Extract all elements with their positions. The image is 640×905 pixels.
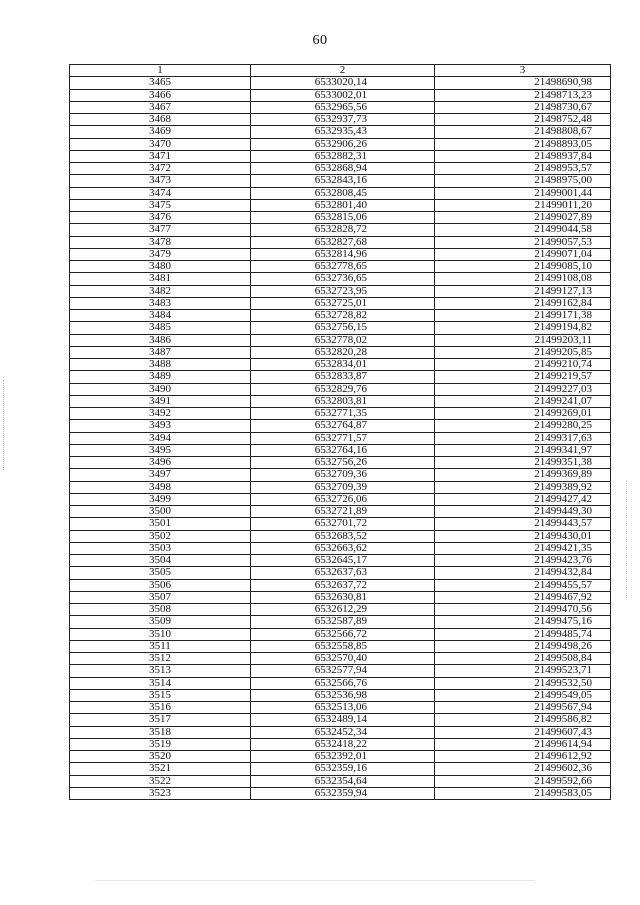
x-coordinate-cell: 6532637,72	[251, 579, 435, 591]
table-row	[70, 653, 611, 665]
x-coordinate-cell: 6532906,26	[251, 138, 435, 150]
point-number-cell: 3485	[70, 322, 251, 334]
table-row	[70, 628, 611, 640]
y-coordinate-cell: 21499614,94	[435, 738, 611, 750]
y-coordinate-cell: 21498893,05	[435, 138, 611, 150]
y-coordinate-cell: 21499498,26	[435, 640, 611, 652]
y-coordinate-cell: 21499205,85	[435, 346, 611, 358]
point-number-cell: 3474	[70, 187, 251, 199]
x-coordinate-cell: 6532801,40	[251, 199, 435, 211]
y-coordinate-cell: 21499592,66	[435, 775, 611, 787]
y-coordinate-cell: 21498730,67	[435, 101, 611, 113]
point-number-cell: 3487	[70, 346, 251, 358]
y-coordinate-cell: 21499583,05	[435, 787, 611, 799]
point-number-cell: 3468	[70, 114, 251, 126]
table-row	[70, 616, 611, 628]
table-row	[70, 591, 611, 603]
y-coordinate-cell: 21499421,35	[435, 542, 611, 554]
x-coordinate-cell: 6532827,68	[251, 236, 435, 248]
table-row	[70, 726, 611, 738]
y-coordinate-cell: 21499057,53	[435, 236, 611, 248]
point-number-cell: 3490	[70, 383, 251, 395]
y-coordinate-cell: 21499071,04	[435, 248, 611, 260]
x-coordinate-cell: 6532814,96	[251, 248, 435, 260]
y-coordinate-cell: 21498808,67	[435, 126, 611, 138]
point-number-cell: 3510	[70, 628, 251, 640]
point-number-cell: 3489	[70, 371, 251, 383]
y-coordinate-cell: 21499485,74	[435, 628, 611, 640]
y-coordinate-cell: 21499280,25	[435, 420, 611, 432]
y-coordinate-cell: 21499532,50	[435, 677, 611, 689]
table-row	[70, 751, 611, 763]
column-header-3: 3	[435, 65, 611, 77]
x-coordinate-cell: 6532489,14	[251, 714, 435, 726]
point-number-cell: 3504	[70, 555, 251, 567]
point-number-cell: 3507	[70, 591, 251, 603]
point-number-cell: 3500	[70, 506, 251, 518]
table-row	[70, 273, 611, 285]
point-number-cell: 3495	[70, 444, 251, 456]
table-row	[70, 542, 611, 554]
point-number-cell: 3479	[70, 248, 251, 260]
y-coordinate-cell: 21498975,00	[435, 175, 611, 187]
x-coordinate-cell: 6532778,65	[251, 261, 435, 273]
y-coordinate-cell: 21499549,05	[435, 689, 611, 701]
table-row	[70, 493, 611, 505]
x-coordinate-cell: 6532808,45	[251, 187, 435, 199]
table-row	[70, 297, 611, 309]
table-body	[70, 77, 611, 800]
x-coordinate-cell: 6532868,94	[251, 163, 435, 175]
table-row	[70, 334, 611, 346]
table-row	[70, 457, 611, 469]
point-number-cell: 3501	[70, 518, 251, 530]
y-coordinate-cell: 21499001,44	[435, 187, 611, 199]
y-coordinate-cell: 21499470,56	[435, 604, 611, 616]
point-number-cell: 3520	[70, 751, 251, 763]
table-row	[70, 322, 611, 334]
table-row	[70, 432, 611, 444]
point-number-cell: 3480	[70, 261, 251, 273]
table-row	[70, 567, 611, 579]
table-row	[70, 518, 611, 530]
coordinates-table	[69, 64, 611, 800]
point-number-cell: 3484	[70, 310, 251, 322]
point-number-cell: 3523	[70, 787, 251, 799]
table-header	[70, 65, 611, 77]
point-number-cell: 3493	[70, 420, 251, 432]
point-number-cell: 3512	[70, 653, 251, 665]
point-number-cell: 3486	[70, 334, 251, 346]
point-number-cell: 3499	[70, 493, 251, 505]
x-coordinate-cell: 6532645,17	[251, 555, 435, 567]
x-coordinate-cell: 6532587,89	[251, 616, 435, 628]
y-coordinate-cell: 21499423,76	[435, 555, 611, 567]
y-coordinate-cell: 21498937,84	[435, 150, 611, 162]
x-coordinate-cell: 6532728,82	[251, 310, 435, 322]
y-coordinate-cell: 21499171,38	[435, 310, 611, 322]
x-coordinate-cell: 6532536,98	[251, 689, 435, 701]
table-row	[70, 530, 611, 542]
table-row	[70, 126, 611, 138]
table-row	[70, 604, 611, 616]
table-row	[70, 555, 611, 567]
x-coordinate-cell: 6532829,76	[251, 383, 435, 395]
x-coordinate-cell: 6532815,06	[251, 212, 435, 224]
table-row	[70, 481, 611, 493]
header-row	[70, 65, 611, 77]
table-row	[70, 420, 611, 432]
y-coordinate-cell: 21499127,13	[435, 285, 611, 297]
table-row	[70, 444, 611, 456]
x-coordinate-cell: 6532709,36	[251, 469, 435, 481]
y-coordinate-cell: 21499430,01	[435, 530, 611, 542]
point-number-cell: 3513	[70, 665, 251, 677]
y-coordinate-cell: 21499455,57	[435, 579, 611, 591]
x-coordinate-cell: 6532630,81	[251, 591, 435, 603]
point-number-cell: 3508	[70, 604, 251, 616]
x-coordinate-cell: 6532726,06	[251, 493, 435, 505]
page-footer-line	[95, 880, 535, 881]
table-row	[70, 763, 611, 775]
table-row	[70, 359, 611, 371]
table-row	[70, 408, 611, 420]
table-row	[70, 261, 611, 273]
point-number-cell: 3470	[70, 138, 251, 150]
table-row	[70, 77, 611, 89]
y-coordinate-cell: 21499203,11	[435, 334, 611, 346]
table-row	[70, 371, 611, 383]
table-row	[70, 506, 611, 518]
table-row	[70, 89, 611, 101]
table-row	[70, 677, 611, 689]
y-coordinate-cell: 21499467,92	[435, 591, 611, 603]
table-row	[70, 775, 611, 787]
table-row	[70, 212, 611, 224]
x-coordinate-cell: 6532513,06	[251, 702, 435, 714]
y-coordinate-cell: 21499602,36	[435, 763, 611, 775]
point-number-cell: 3517	[70, 714, 251, 726]
y-coordinate-cell: 21499607,43	[435, 726, 611, 738]
y-coordinate-cell: 21499586,82	[435, 714, 611, 726]
point-number-cell: 3519	[70, 738, 251, 750]
point-number-cell: 3471	[70, 150, 251, 162]
point-number-cell: 3466	[70, 89, 251, 101]
point-number-cell: 3514	[70, 677, 251, 689]
y-coordinate-cell: 21499389,92	[435, 481, 611, 493]
x-coordinate-cell: 6532418,22	[251, 738, 435, 750]
y-coordinate-cell: 21499612,92	[435, 751, 611, 763]
x-coordinate-cell: 6532723,95	[251, 285, 435, 297]
point-number-cell: 3476	[70, 212, 251, 224]
point-number-cell: 3518	[70, 726, 251, 738]
x-coordinate-cell: 6532778,02	[251, 334, 435, 346]
y-coordinate-cell: 21499027,89	[435, 212, 611, 224]
x-coordinate-cell: 6532721,89	[251, 506, 435, 518]
point-number-cell: 3515	[70, 689, 251, 701]
point-number-cell: 3469	[70, 126, 251, 138]
table-row	[70, 579, 611, 591]
point-number-cell: 3494	[70, 432, 251, 444]
x-coordinate-cell: 6532359,94	[251, 787, 435, 799]
table-row	[70, 114, 611, 126]
point-number-cell: 3488	[70, 359, 251, 371]
y-coordinate-cell: 21499011,20	[435, 199, 611, 211]
y-coordinate-cell: 21499369,89	[435, 469, 611, 481]
x-coordinate-cell: 6532771,35	[251, 408, 435, 420]
x-coordinate-cell: 6532820,28	[251, 346, 435, 358]
point-number-cell: 3505	[70, 567, 251, 579]
table-row	[70, 236, 611, 248]
table-row	[70, 714, 611, 726]
table-row	[70, 738, 611, 750]
y-coordinate-cell: 21499269,01	[435, 408, 611, 420]
table-row	[70, 248, 611, 260]
point-number-cell: 3475	[70, 199, 251, 211]
point-number-cell: 3502	[70, 530, 251, 542]
point-number-cell: 3491	[70, 395, 251, 407]
column-header-2: 2	[251, 65, 435, 77]
y-coordinate-cell: 21498713,23	[435, 89, 611, 101]
point-number-cell: 3522	[70, 775, 251, 787]
table-row	[70, 346, 611, 358]
x-coordinate-cell: 6532937,73	[251, 114, 435, 126]
x-coordinate-cell: 6532663,62	[251, 542, 435, 554]
table-row	[70, 689, 611, 701]
page-number: 60	[312, 33, 328, 48]
x-coordinate-cell: 6532882,31	[251, 150, 435, 162]
y-coordinate-cell: 21499317,63	[435, 432, 611, 444]
x-coordinate-cell: 6532452,34	[251, 726, 435, 738]
point-number-cell: 3483	[70, 297, 251, 309]
table-row	[70, 310, 611, 322]
y-coordinate-cell: 21499194,82	[435, 322, 611, 334]
point-number-cell: 3511	[70, 640, 251, 652]
x-coordinate-cell: 6532736,65	[251, 273, 435, 285]
x-coordinate-cell: 6532764,16	[251, 444, 435, 456]
table-row	[70, 224, 611, 236]
x-coordinate-cell: 6532834,01	[251, 359, 435, 371]
x-coordinate-cell: 6532764,87	[251, 420, 435, 432]
x-coordinate-cell: 6533002,01	[251, 89, 435, 101]
x-coordinate-cell: 6532725,01	[251, 297, 435, 309]
x-coordinate-cell: 6532935,43	[251, 126, 435, 138]
y-coordinate-cell: 21499227,03	[435, 383, 611, 395]
point-number-cell: 3482	[70, 285, 251, 297]
y-coordinate-cell: 21499341,97	[435, 444, 611, 456]
y-coordinate-cell: 21499432,84	[435, 567, 611, 579]
point-number-cell: 3496	[70, 457, 251, 469]
x-coordinate-cell: 6532612,29	[251, 604, 435, 616]
y-coordinate-cell: 21499162,84	[435, 297, 611, 309]
y-coordinate-cell: 21499044,58	[435, 224, 611, 236]
column-header-1: 1	[70, 65, 251, 77]
x-coordinate-cell: 6532803,81	[251, 395, 435, 407]
y-coordinate-cell: 21499443,57	[435, 518, 611, 530]
point-number-cell: 3521	[70, 763, 251, 775]
margin-dotted-line	[626, 480, 628, 600]
y-coordinate-cell: 21499523,71	[435, 665, 611, 677]
y-coordinate-cell: 21499475,16	[435, 616, 611, 628]
table-row	[70, 702, 611, 714]
x-coordinate-cell: 6532965,56	[251, 101, 435, 113]
y-coordinate-cell: 21498752,48	[435, 114, 611, 126]
point-number-cell: 3472	[70, 163, 251, 175]
point-number-cell: 3516	[70, 702, 251, 714]
y-coordinate-cell: 21499449,30	[435, 506, 611, 518]
table-row	[70, 138, 611, 150]
y-coordinate-cell: 21499210,74	[435, 359, 611, 371]
x-coordinate-cell: 6532709,39	[251, 481, 435, 493]
x-coordinate-cell: 6532392,01	[251, 751, 435, 763]
y-coordinate-cell: 21499508,84	[435, 653, 611, 665]
y-coordinate-cell: 21499241,07	[435, 395, 611, 407]
point-number-cell: 3467	[70, 101, 251, 113]
point-number-cell: 3478	[70, 236, 251, 248]
x-coordinate-cell: 6532833,87	[251, 371, 435, 383]
table-row	[70, 101, 611, 113]
x-coordinate-cell: 6532558,85	[251, 640, 435, 652]
x-coordinate-cell: 6532828,72	[251, 224, 435, 236]
y-coordinate-cell: 21498690,98	[435, 77, 611, 89]
table-row	[70, 163, 611, 175]
table-row	[70, 469, 611, 481]
table-row	[70, 383, 611, 395]
table-row	[70, 787, 611, 799]
x-coordinate-cell: 6532637,63	[251, 567, 435, 579]
table-row	[70, 150, 611, 162]
table-row	[70, 640, 611, 652]
table-row	[70, 285, 611, 297]
table-row	[70, 187, 611, 199]
point-number-cell: 3477	[70, 224, 251, 236]
y-coordinate-cell: 21498953,57	[435, 163, 611, 175]
point-number-cell: 3503	[70, 542, 251, 554]
point-number-cell: 3509	[70, 616, 251, 628]
x-coordinate-cell: 6532577,94	[251, 665, 435, 677]
x-coordinate-cell: 6532771,57	[251, 432, 435, 444]
x-coordinate-cell: 6532701,72	[251, 518, 435, 530]
x-coordinate-cell: 6532843,16	[251, 175, 435, 187]
x-coordinate-cell: 6532570,40	[251, 653, 435, 665]
y-coordinate-cell: 21499567,94	[435, 702, 611, 714]
point-number-cell: 3481	[70, 273, 251, 285]
point-number-cell: 3497	[70, 469, 251, 481]
x-coordinate-cell: 6532756,26	[251, 457, 435, 469]
x-coordinate-cell: 6532566,76	[251, 677, 435, 689]
x-coordinate-cell: 6532756,15	[251, 322, 435, 334]
y-coordinate-cell: 21499427,42	[435, 493, 611, 505]
point-number-cell: 3465	[70, 77, 251, 89]
x-coordinate-cell: 6532359,16	[251, 763, 435, 775]
x-coordinate-cell: 6532354,64	[251, 775, 435, 787]
x-coordinate-cell: 6533020,14	[251, 77, 435, 89]
point-number-cell: 3506	[70, 579, 251, 591]
table-row	[70, 395, 611, 407]
point-number-cell: 3473	[70, 175, 251, 187]
point-number-cell: 3498	[70, 481, 251, 493]
margin-dotted-line	[3, 380, 5, 470]
table-row	[70, 199, 611, 211]
y-coordinate-cell: 21499351,38	[435, 457, 611, 469]
y-coordinate-cell: 21499085,10	[435, 261, 611, 273]
point-number-cell: 3492	[70, 408, 251, 420]
y-coordinate-cell: 21499219,57	[435, 371, 611, 383]
table-row	[70, 175, 611, 187]
y-coordinate-cell: 21499108,08	[435, 273, 611, 285]
x-coordinate-cell: 6532566,72	[251, 628, 435, 640]
table-row	[70, 665, 611, 677]
x-coordinate-cell: 6532683,52	[251, 530, 435, 542]
